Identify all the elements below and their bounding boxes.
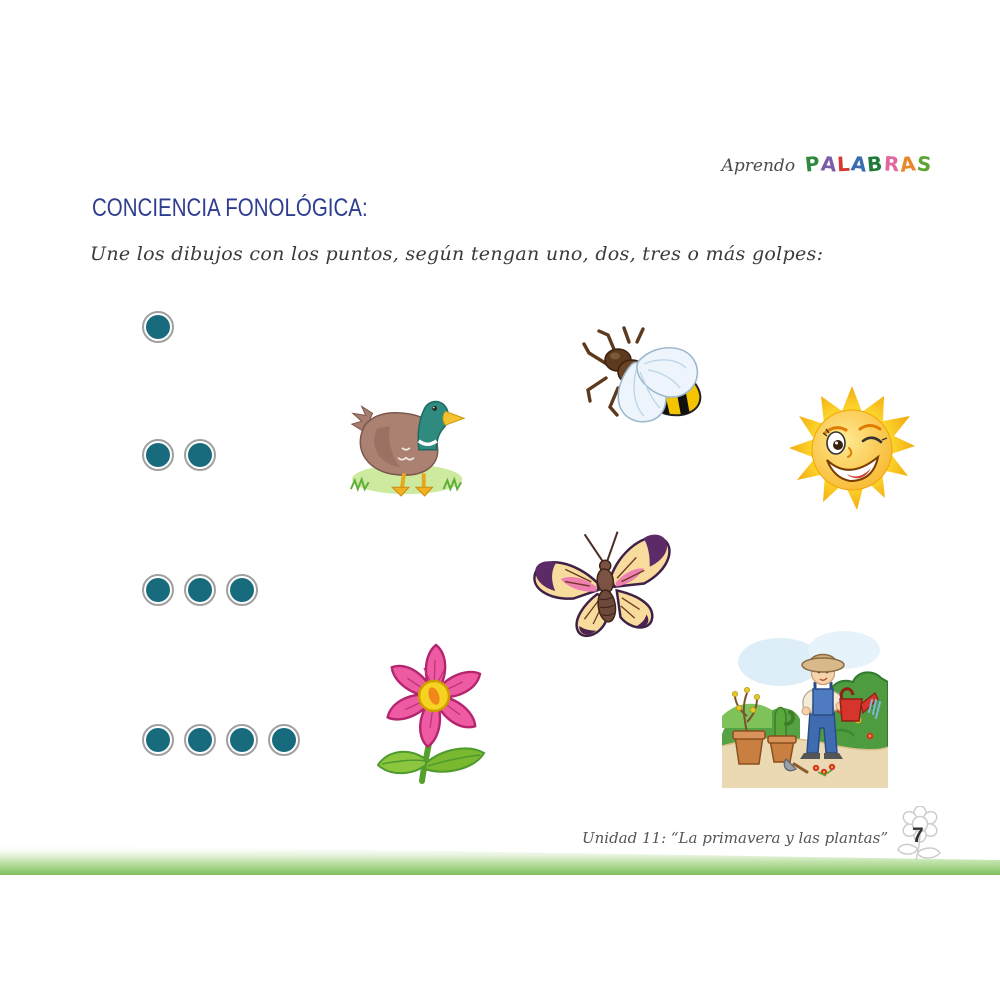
logo-letter: A: [849, 151, 869, 177]
footer-green-band: [0, 836, 1000, 876]
dot-group-1[interactable]: [142, 311, 184, 343]
dot-fill: [230, 728, 254, 752]
logo: [722, 152, 932, 176]
dot[interactable]: [226, 724, 258, 756]
dot-fill: [188, 728, 212, 752]
page-title: CONCIENCIA FONOLÓGICA:: [92, 194, 368, 222]
dot[interactable]: [184, 574, 216, 606]
dot-group-3[interactable]: [142, 574, 268, 606]
sun-image[interactable]: [787, 384, 917, 516]
dot[interactable]: [142, 311, 174, 343]
gardener-image[interactable]: [722, 616, 888, 788]
logo-letter: B: [866, 151, 885, 177]
duck-icon: [333, 371, 481, 499]
footer-unit-text: Unidad 11: “La primavera y las plantas”: [581, 829, 888, 847]
dot-group-4[interactable]: [142, 724, 310, 756]
dot[interactable]: [184, 439, 216, 471]
dot-fill: [272, 728, 296, 752]
logo-letter: S: [915, 151, 934, 177]
butterfly-image[interactable]: [532, 526, 678, 642]
sun-icon: [787, 384, 917, 516]
dot-fill: [146, 315, 170, 339]
flower-icon: [372, 642, 498, 786]
dot[interactable]: [184, 724, 216, 756]
page-number: 7: [912, 824, 924, 847]
dot-fill: [188, 578, 212, 602]
butterfly-icon: [532, 526, 678, 642]
logo-letter: P: [803, 151, 822, 177]
logo-word-palabras: [805, 152, 932, 176]
instruction-text: Une los dibujos con los puntos, según tengan uno, dos, tres o más golpes:: [90, 243, 824, 265]
logo-letter: R: [882, 151, 901, 177]
logo-letter: L: [836, 151, 852, 177]
dot[interactable]: [142, 574, 174, 606]
bee-icon: [574, 322, 706, 426]
logo-script-text: Aprendo: [721, 156, 796, 176]
dot[interactable]: [142, 439, 174, 471]
dot-fill: [146, 728, 170, 752]
duck-image[interactable]: [333, 371, 481, 499]
dot-fill: [146, 443, 170, 467]
dot[interactable]: [268, 724, 300, 756]
dot-fill: [230, 578, 254, 602]
gardener-icon: [722, 616, 888, 788]
dot[interactable]: [142, 724, 174, 756]
dot-fill: [188, 443, 212, 467]
logo-letter: A: [898, 151, 918, 177]
bee-image[interactable]: [574, 322, 706, 426]
dot-group-2[interactable]: [142, 439, 226, 471]
dot-fill: [146, 578, 170, 602]
flower-image[interactable]: [372, 642, 498, 786]
dot[interactable]: [226, 574, 258, 606]
logo-letter: A: [819, 151, 839, 177]
